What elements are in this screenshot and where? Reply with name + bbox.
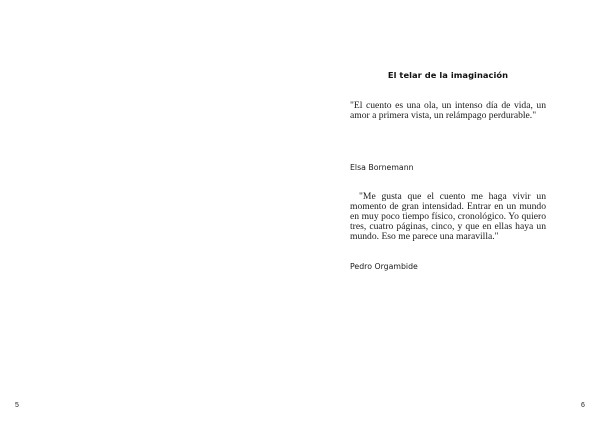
page-number-right: 6 bbox=[581, 402, 585, 409]
right-page bbox=[300, 0, 600, 424]
quote-orgambide: "Me gusta que el cuento me haga vivir un momento de gran intensidad. Entrar en un mundo en muy poco tiempo físico, cronológico. Yo quiero tres, cuatro páginas, cinco, y que en ellas haya un mundo. Eso me parece una maravilla." bbox=[350, 191, 546, 242]
page-number-left: 5 bbox=[15, 402, 19, 409]
author-orgambide: Pedro Orgambide bbox=[350, 262, 418, 271]
author-bornemann: Elsa Bornemann bbox=[350, 163, 414, 172]
quote-bornemann: "El cuento es una ola, un intenso día de vida, un amor a primera vista, un relámpago perdurable." bbox=[350, 100, 546, 121]
page-title: El telar de la imaginación bbox=[387, 70, 509, 80]
